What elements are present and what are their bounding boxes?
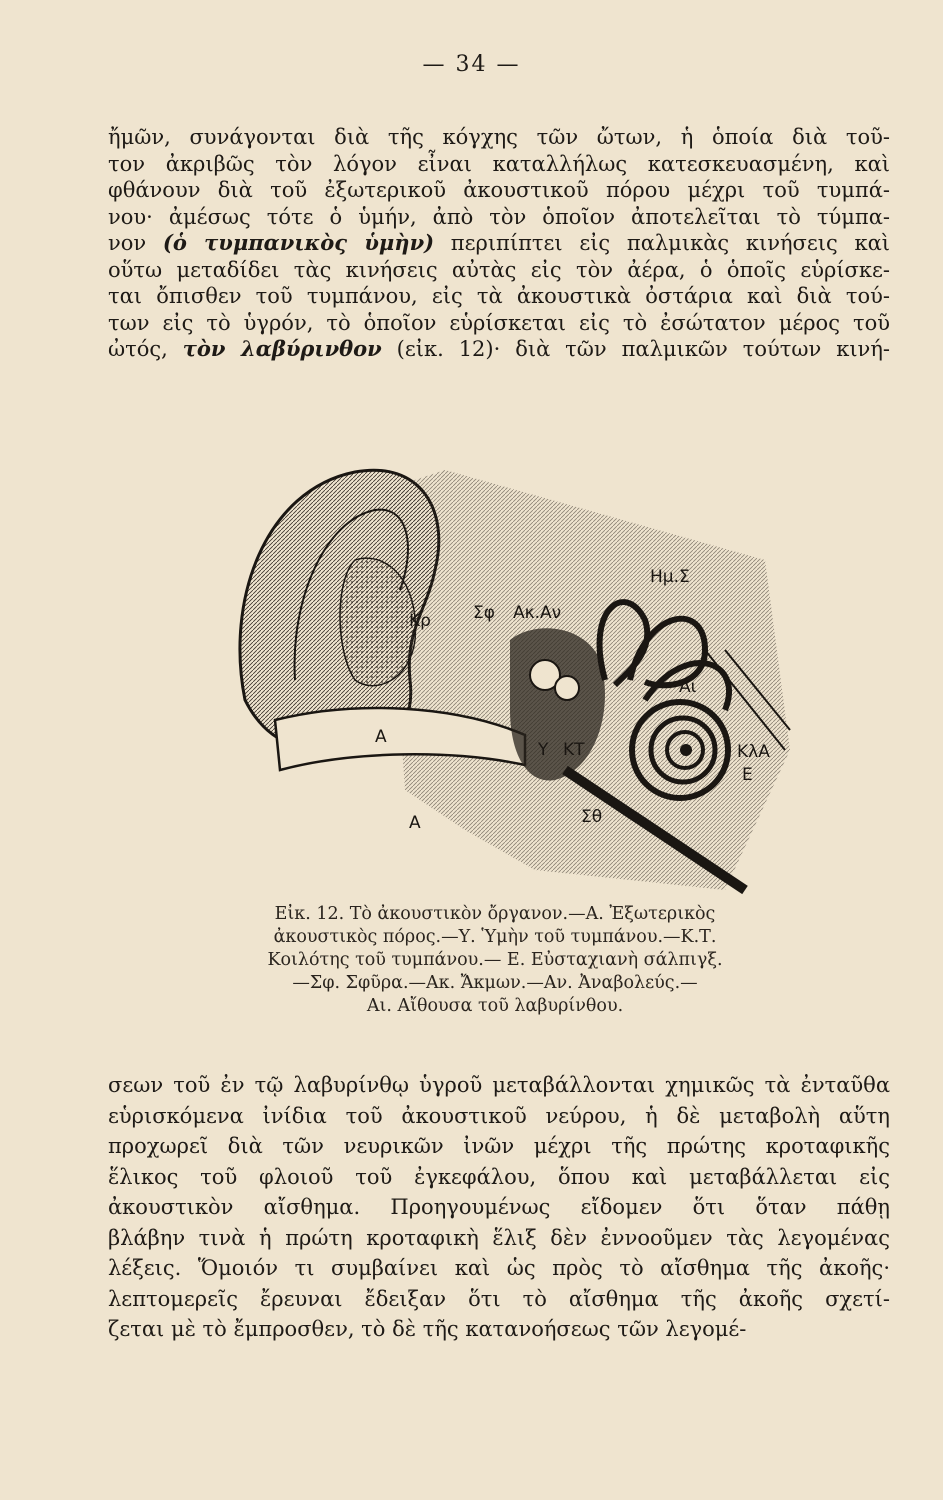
text-line: ἤμῶν, συνάγονται διὰ τῆς κόγχης τῶν ὤτων, ἡ ὁποία διὰ τοῦ- xyxy=(108,125,890,149)
label-ai: Αι xyxy=(679,677,697,697)
label-y: Υ xyxy=(538,740,549,760)
text-line: λέξεις. Ὅμοιόν τι συμβαίνει καὶ ὡς πρὸς τὸ αἴσθημα τῆς ἀκοῆς· xyxy=(108,1256,890,1280)
text-fragment: (εἰκ. 12)· διὰ τῶν παλμικῶν τούτων κινή- xyxy=(396,337,890,361)
text-fragment: περιπίπτει εἰς παλμικὰς κινήσεις καὶ xyxy=(450,231,890,255)
text-line: τον ἀκριβῶς τὸν λόγον εἶναι καταλλήλως κατεσκευασμένη, καὶ xyxy=(108,151,890,176)
text-line: φθάνουν διὰ τοῦ ἐξωτερικοῦ ἀκουστικοῦ πόρου μέχρι τοῦ τυμπά- xyxy=(108,178,890,202)
label-e: Ε xyxy=(742,765,753,785)
caption-line: —Σφ. Σφῦρα.—Ακ. Ἄκμων.—Αν. Ἀναβολεύς.— xyxy=(292,973,698,993)
ossicle-anvil xyxy=(555,676,579,700)
label-ak-an: Ακ.Αν xyxy=(513,603,562,623)
text-line: ζεται μὲ τὸ ἔμπροσθεν, τὸ δὲ τῆς κατανοήσεως τῶν λεγομέ- xyxy=(108,1317,747,1341)
page-number: — 34 — xyxy=(422,52,521,77)
label-kr: Κρ xyxy=(409,611,431,631)
figure-caption xyxy=(220,903,770,1018)
caption-line: Εἰκ. 12. Τὸ ἀκουστικὸν ὄργανον.—Α. Ἐξωτερικὸς xyxy=(274,904,716,924)
text-line xyxy=(108,230,890,257)
text-line: λεπτομερεῖς ἔρευναι ἔδειξαν ὅτι τὸ αἴσθημα τῆς ἀκοῆς σχετί- xyxy=(108,1286,890,1311)
label-kl-a: ΚλΑ xyxy=(737,742,770,762)
emphasis-labyrinth: τὸν λαβύρινθον xyxy=(182,336,382,361)
text-line: προχωρεῖ διὰ τῶν νευρικῶν ἰνῶν μέχρι τῆς πρώτης κροταφικῆς xyxy=(108,1134,890,1158)
text-line: βλάβην τινὰ ἡ πρώτη κροταφικὴ ἕλιξ δὲν ἐννοοῦμεν τὰς λεγομένας xyxy=(108,1225,890,1250)
text-line: σεων τοῦ ἐν τῷ λαβυρίνθῳ ὑγροῦ μεταβάλλονται χημικῶς τὰ ἐνταῦθα xyxy=(108,1073,890,1097)
caption-line: Αι. Αἴθουσα τοῦ λαβυρίνθου. xyxy=(366,996,624,1016)
text-line: των εἰς τὸ ὑγρόν, τὸ ὁποῖον εὑρίσκεται εἰς τὸ ἐσώτατον μέρος τοῦ xyxy=(108,310,890,335)
body-text-bottom xyxy=(108,1070,890,1345)
caption-line: Κοιλότης τοῦ τυμπάνου.— Ε. Εὐσταχιανὴ σάλπιγξ. xyxy=(267,950,723,970)
text-line: ἀκουστικὸν αἴσθημα. Προηγουμένως εἴδομεν ὅτι ὅταν πάθῃ xyxy=(108,1195,890,1219)
label-a: Α xyxy=(375,727,387,747)
text-line: εὑρισκόμενα ἰνίδια τοῦ ἀκουστικοῦ νεύρου, ἡ δὲ μεταβολὴ αὕτη xyxy=(108,1103,890,1128)
ear-anatomy-figure xyxy=(205,450,795,900)
label-hm-s: Ημ.Σ xyxy=(650,567,690,587)
emphasis-tympanic-membrane: (ὁ τυμπανικὸς ὑμὴν) xyxy=(162,230,435,255)
text-fragment: νον xyxy=(108,231,147,255)
caption-line: ἀκουστικὸς πόρος.—Υ. Ὑμὴν τοῦ τυμπάνου.—Κ.Τ. xyxy=(273,927,717,947)
text-line: ἕλικος τοῦ φλοιοῦ τοῦ ἐγκεφάλου, ὅπου καὶ μεταβάλλεται εἰς xyxy=(108,1164,890,1189)
text-fragment: ὠτός, xyxy=(108,337,168,361)
label-a2: Α xyxy=(409,813,421,833)
label-sth: Σθ xyxy=(581,807,603,827)
text-line xyxy=(108,336,890,363)
text-line: ται ὄπισθεν τοῦ τυμπάνου, εἰς τὰ ἀκουστικὰ ὀστάρια καὶ διὰ τού- xyxy=(108,284,890,308)
text-line: οὕτω μεταδίδει τὰς κινήσεις αὐτὰς εἰς τὸν ἀέρα, ὁ ὁποῖς εὑρίσκε- xyxy=(108,257,890,282)
label-kt: ΚΤ xyxy=(563,740,585,760)
text-line: νου· ἀμέσως τότε ὁ ὑμήν, ἀπὸ τὸν ὁποῖον ἀποτελεῖται τὸ τύμπα- xyxy=(108,204,890,229)
body-text-top xyxy=(108,124,890,363)
label-sf: Σφ xyxy=(473,603,495,623)
